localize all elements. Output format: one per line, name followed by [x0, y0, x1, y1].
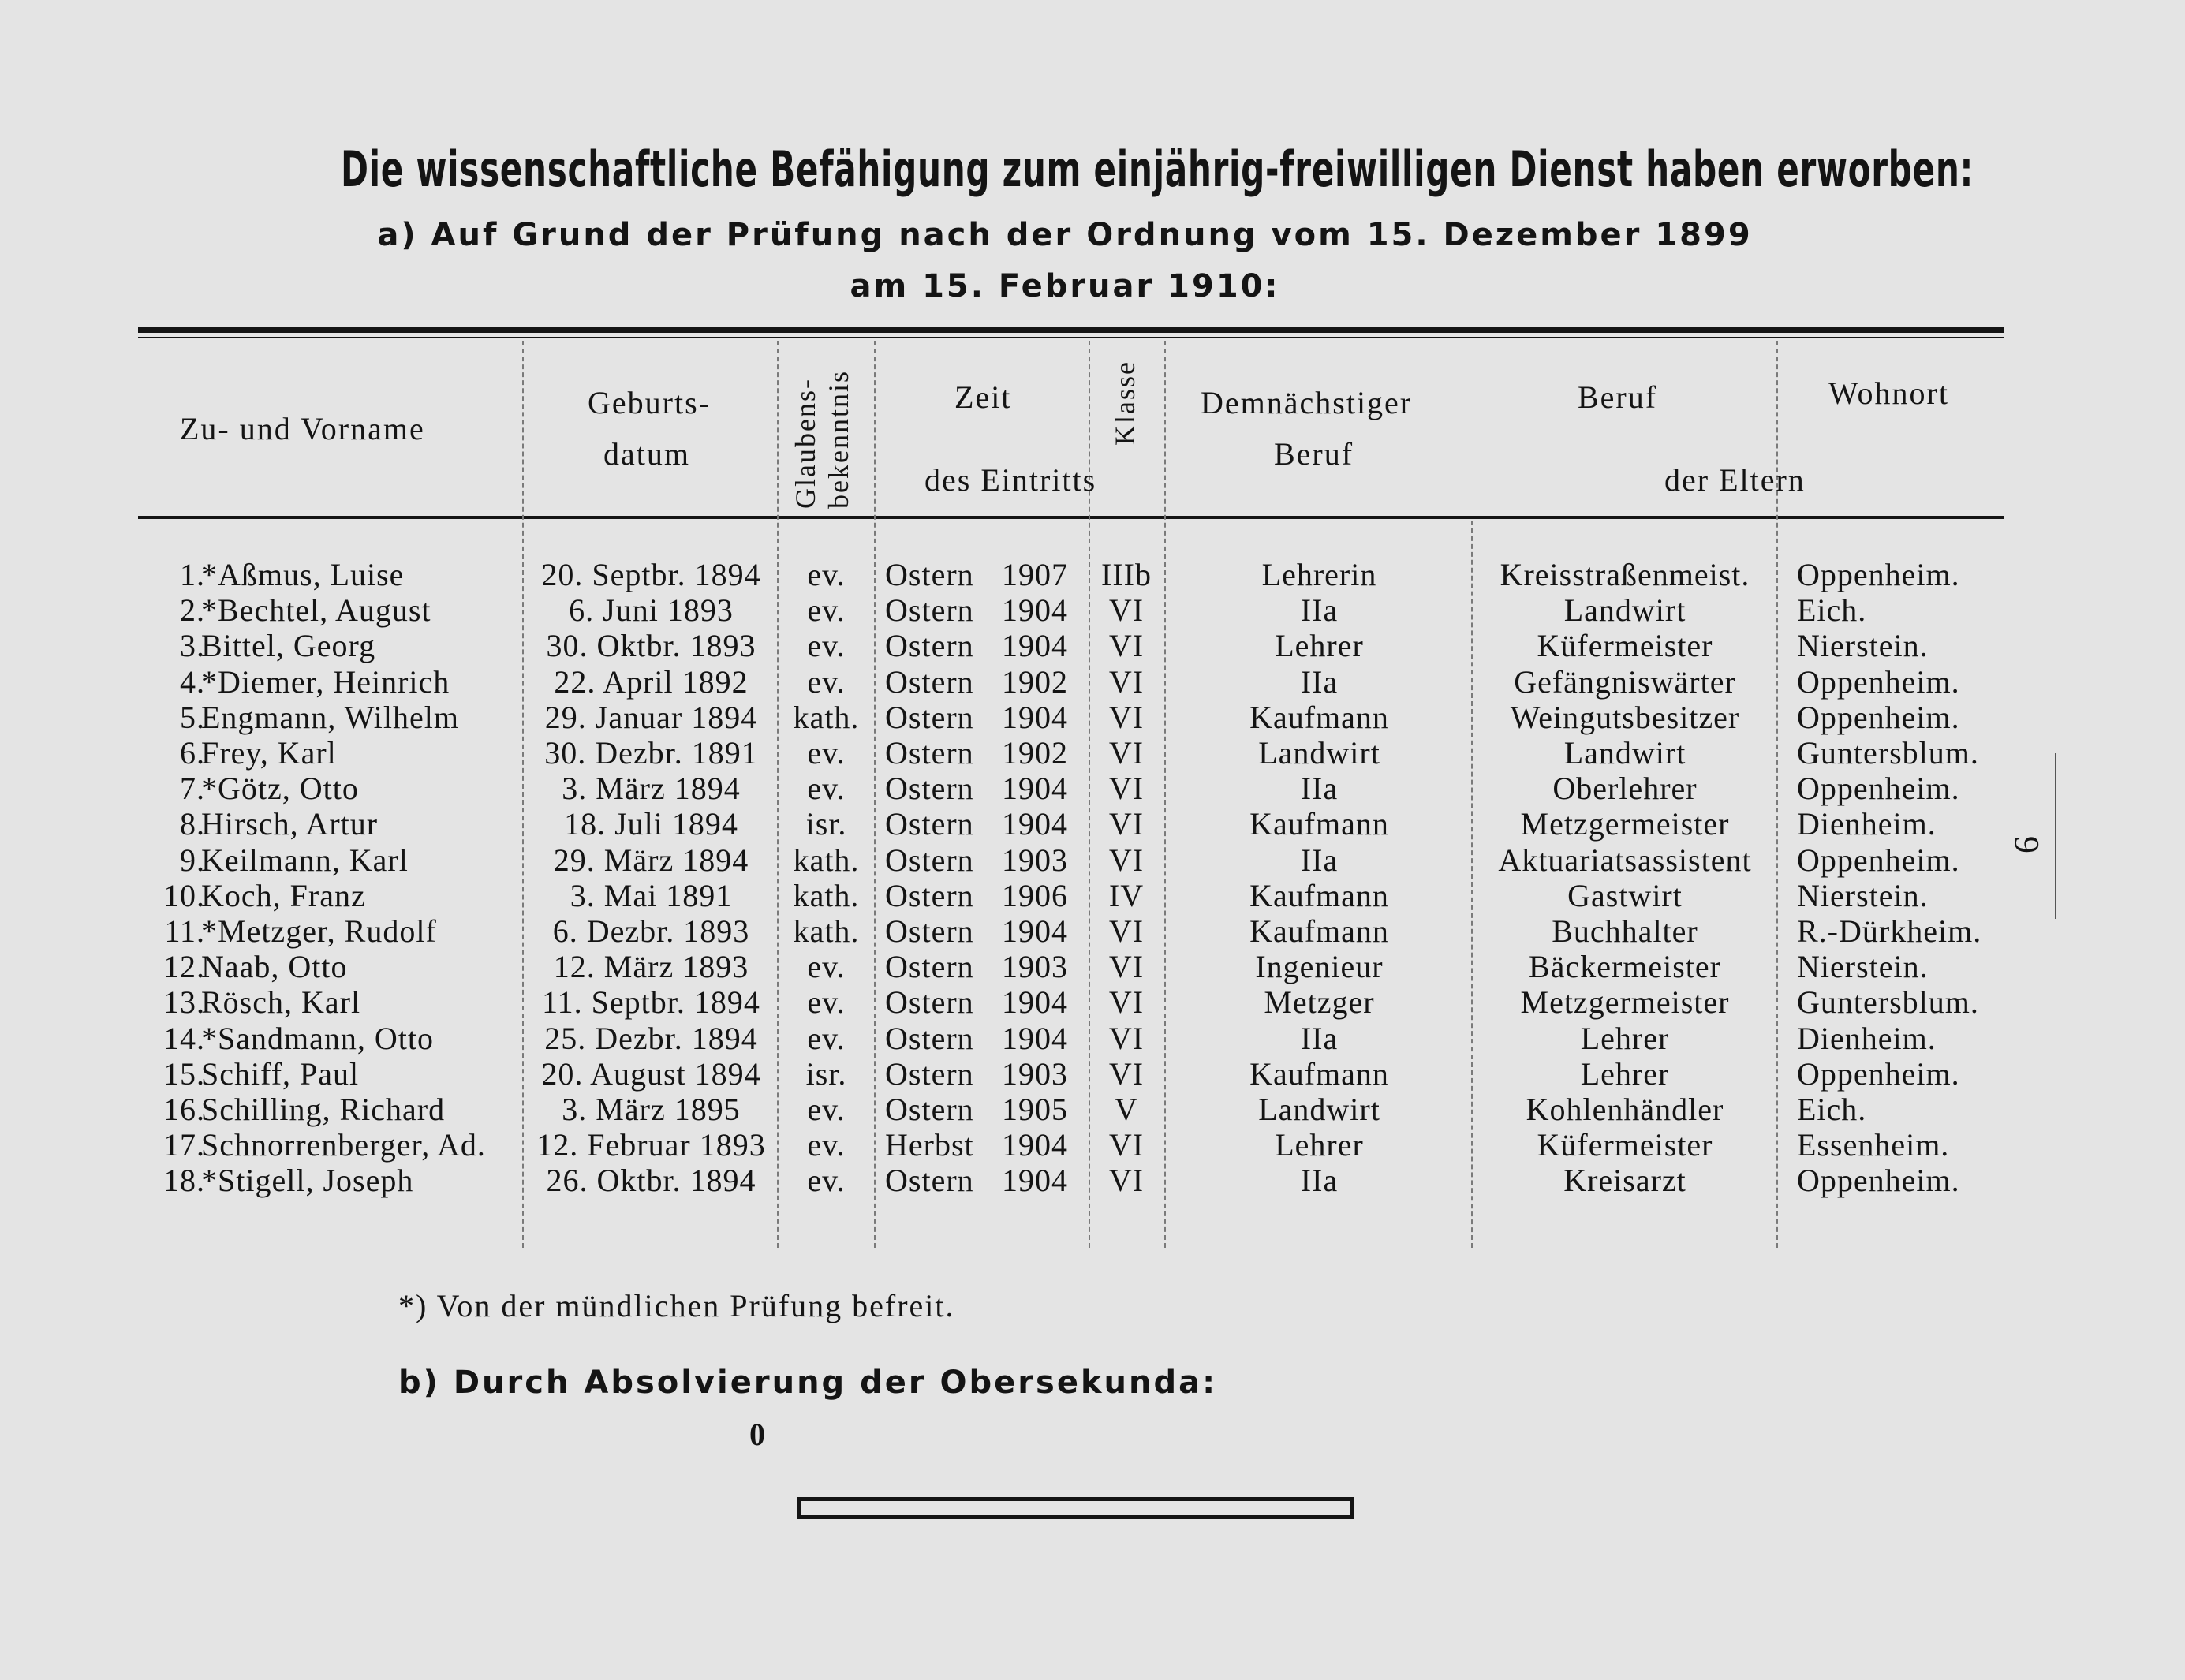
cell-residence: Oppenheim. [1797, 557, 1960, 592]
cell-entry-year: 1904 [1002, 1163, 1068, 1199]
cell-religion: isr. [805, 1055, 847, 1092]
cell-future: Lehrer [1275, 628, 1364, 664]
cell-entry-year: 1904 [1002, 806, 1068, 842]
page-number: 9 [2008, 836, 2046, 853]
cell-entry-year: 1903 [1002, 1055, 1068, 1092]
cell-no: 17. [163, 1127, 205, 1163]
cell-birth: 20. August 1894 [541, 1055, 761, 1092]
table-top-rule [138, 327, 2004, 333]
end-bar [797, 1497, 1354, 1519]
cell-residence: Oppenheim. [1797, 771, 1960, 807]
col-divider [874, 341, 876, 1248]
cell-parent-job: Landwirt [1563, 735, 1686, 771]
cell-entry-term: Ostern [885, 877, 974, 913]
cell-birth: 3. März 1895 [562, 1092, 741, 1127]
cell-entry-year: 1906 [1002, 877, 1068, 913]
cell-future: IIa [1300, 1020, 1339, 1056]
header-future-2: Beruf [1274, 436, 1354, 472]
cell-entry-term: Ostern [885, 1163, 974, 1199]
cell-birth: 3. Mai 1891 [570, 877, 733, 913]
cell-name: *Bechtel, August [201, 592, 431, 629]
cell-parent-job: Aktuariatsassistent [1498, 842, 1752, 878]
header-name: Zu- und Vorname [180, 411, 425, 446]
cell-residence: Oppenheim. [1797, 842, 1960, 878]
cell-residence: Nierstein. [1797, 949, 1929, 985]
cell-parent-job: Metzgermeister [1520, 984, 1730, 1021]
cell-religion: kath. [793, 699, 860, 735]
cell-entry-term: Ostern [885, 699, 974, 735]
cell-parent-job: Oberlehrer [1552, 771, 1698, 807]
cell-name: Koch, Franz [201, 877, 366, 913]
cell-class: VI [1108, 1163, 1145, 1199]
cell-no: 3. [180, 628, 205, 664]
cell-name: Rösch, Karl [201, 984, 361, 1021]
cell-class: VI [1108, 913, 1145, 949]
cell-entry-term: Ostern [885, 913, 974, 949]
cell-name: Schnorrenberger, Ad. [201, 1127, 486, 1163]
cell-future: IIa [1300, 592, 1339, 629]
cell-name: Frey, Karl [201, 735, 337, 771]
cell-religion: ev. [807, 1092, 846, 1127]
cell-entry-term: Ostern [885, 1092, 974, 1127]
cell-class: VI [1108, 699, 1145, 735]
cell-religion: ev. [807, 628, 846, 664]
cell-name: *Aßmus, Luise [201, 557, 405, 592]
cell-future: Kaufmann [1249, 699, 1389, 735]
cell-entry-year: 1905 [1002, 1092, 1068, 1127]
cell-religion: kath. [793, 877, 860, 913]
cell-birth: 20. Septbr. 1894 [541, 557, 761, 592]
cell-class: VI [1108, 1127, 1145, 1163]
cell-parent-job: Kohlenhändler [1526, 1092, 1724, 1127]
cell-parent-job: Weingutsbesitzer [1510, 699, 1740, 735]
cell-residence: Oppenheim. [1797, 663, 1960, 700]
cell-class: V [1115, 1092, 1138, 1127]
cell-religion: ev. [807, 592, 846, 629]
cell-birth: 11. Septbr. 1894 [542, 984, 760, 1021]
cell-parent-job: Lehrer [1580, 1020, 1670, 1056]
cell-entry-year: 1904 [1002, 592, 1068, 629]
section-a-heading: a) Auf Grund der Prüfung nach der Ordnung vom 15. Dezember 1899 [377, 217, 1753, 253]
table-top-rule-thin [138, 337, 2004, 338]
cell-entry-term: Ostern [885, 628, 974, 664]
cell-no: 5. [180, 699, 205, 735]
cell-future: Kaufmann [1249, 806, 1389, 842]
cell-entry-term: Ostern [885, 984, 974, 1021]
cell-birth: 12. Februar 1893 [536, 1127, 766, 1163]
cell-no: 14. [163, 1020, 205, 1056]
cell-class: VI [1108, 806, 1145, 842]
cell-no: 18. [163, 1163, 205, 1199]
cell-future: IIa [1300, 842, 1339, 878]
cell-future: IIa [1300, 1163, 1339, 1199]
col-divider [1164, 341, 1166, 1248]
cell-future: Metzger [1264, 984, 1375, 1021]
header-future-1: Demnächstiger [1201, 385, 1413, 420]
cell-class: VI [1108, 984, 1145, 1021]
cell-entry-year: 1904 [1002, 913, 1068, 949]
cell-class: VI [1108, 1020, 1145, 1056]
cell-entry-year: 1907 [1002, 557, 1068, 592]
cell-entry-term: Ostern [885, 1055, 974, 1092]
cell-residence: Nierstein. [1797, 877, 1929, 913]
cell-entry-term: Ostern [885, 806, 974, 842]
cell-name: *Diemer, Heinrich [201, 663, 450, 700]
cell-birth: 25. Dezbr. 1894 [544, 1020, 758, 1056]
cell-birth: 29. Januar 1894 [544, 699, 758, 735]
cell-parent-job: Bäckermeister [1529, 949, 1721, 985]
cell-religion: isr. [805, 806, 847, 842]
cell-class: VI [1108, 949, 1145, 985]
cell-parent-job: Metzgermeister [1520, 806, 1730, 842]
cell-residence: Oppenheim. [1797, 699, 1960, 735]
cell-name: *Götz, Otto [201, 771, 359, 807]
cell-residence: Guntersblum. [1797, 735, 1979, 771]
cell-name: *Sandmann, Otto [201, 1020, 434, 1056]
cell-residence: Dienheim. [1797, 1020, 1937, 1056]
cell-name: *Stigell, Joseph [201, 1163, 414, 1199]
cell-no: 13. [163, 984, 205, 1021]
cell-residence: Guntersblum. [1797, 984, 1979, 1021]
cell-entry-year: 1903 [1002, 949, 1068, 985]
cell-future: Lehrer [1275, 1127, 1364, 1163]
cell-parent-job: Küfermeister [1537, 628, 1713, 664]
cell-entry-term: Ostern [885, 592, 974, 629]
cell-residence: Eich. [1797, 592, 1867, 629]
cell-parent-job: Kreisstraßenmeist. [1500, 557, 1750, 592]
cell-residence: Dienheim. [1797, 806, 1937, 842]
cell-future: Lehrerin [1261, 557, 1377, 592]
cell-class: VI [1108, 1055, 1145, 1092]
cell-no: 2. [180, 592, 205, 629]
cell-name: Keilmann, Karl [201, 842, 409, 878]
cell-class: VI [1108, 628, 1145, 664]
cell-future: Kaufmann [1249, 877, 1389, 913]
cell-name: Schilling, Richard [201, 1092, 446, 1127]
cell-future: Landwirt [1258, 735, 1380, 771]
cell-religion: ev. [807, 1020, 846, 1056]
col-divider [777, 341, 779, 1248]
header-time: Zeit [954, 379, 1012, 415]
header-religion-1: Glaubens- [790, 378, 821, 509]
cell-entry-year: 1904 [1002, 628, 1068, 664]
cell-parent-job: Lehrer [1580, 1055, 1670, 1092]
cell-birth: 12. März 1893 [553, 949, 749, 985]
cell-future: IIa [1300, 771, 1339, 807]
cell-religion: kath. [793, 913, 860, 949]
cell-religion: ev. [807, 663, 846, 700]
cell-no: 12. [163, 949, 205, 985]
cell-birth: 18. Juli 1894 [564, 806, 738, 842]
cell-no: 7. [180, 771, 205, 807]
footnote: *) Von der mündlichen Prüfung befreit. [398, 1288, 955, 1323]
cell-name: Schiff, Paul [201, 1055, 360, 1092]
cell-religion: ev. [807, 557, 846, 592]
cell-no: 15. [163, 1055, 205, 1092]
header-class: Klasse [1109, 360, 1141, 446]
cell-birth: 3. März 1894 [562, 771, 741, 807]
header-birth-2: datum [603, 436, 690, 472]
cell-religion: kath. [793, 842, 860, 878]
section-b-count: 0 [749, 1417, 767, 1452]
cell-parent-job: Küfermeister [1537, 1127, 1713, 1163]
header-religion-2: bekenntnis [823, 370, 854, 509]
cell-parent-job: Gefängniswärter [1514, 663, 1736, 700]
cell-future: IIa [1300, 663, 1339, 700]
cell-birth: 30. Oktbr. 1893 [546, 628, 756, 664]
cell-residence: R.-Dürkheim. [1797, 913, 1982, 949]
cell-class: VI [1108, 592, 1145, 629]
cell-birth: 29. März 1894 [553, 842, 749, 878]
cell-birth: 26. Oktbr. 1894 [546, 1163, 756, 1199]
cell-birth: 22. April 1892 [554, 663, 749, 700]
cell-entry-term: Ostern [885, 949, 974, 985]
cell-entry-year: 1904 [1002, 771, 1068, 807]
header-parent-job: Beruf [1578, 379, 1658, 415]
margin-line [2055, 753, 2056, 919]
cell-residence: Oppenheim. [1797, 1163, 1960, 1199]
cell-religion: ev. [807, 1163, 846, 1199]
cell-future: Ingenieur [1255, 949, 1384, 985]
cell-no: 16. [163, 1092, 205, 1127]
cell-entry-year: 1903 [1002, 842, 1068, 878]
cell-residence: Nierstein. [1797, 628, 1929, 664]
cell-entry-term: Ostern [885, 1020, 974, 1056]
cell-entry-year: 1902 [1002, 735, 1068, 771]
header-residence: Wohnort [1828, 375, 1949, 411]
cell-name: *Metzger, Rudolf [201, 913, 437, 949]
cell-birth: 6. Juni 1893 [569, 592, 734, 629]
cell-entry-term: Ostern [885, 842, 974, 878]
cell-name: Bittel, Georg [201, 628, 376, 664]
header-parents: der Eltern [1664, 462, 1806, 498]
cell-parent-job: Landwirt [1563, 592, 1686, 629]
cell-no: 8. [180, 806, 205, 842]
cell-residence: Essenheim. [1797, 1127, 1950, 1163]
cell-entry-term: Ostern [885, 557, 974, 592]
cell-entry-term: Ostern [885, 735, 974, 771]
cell-class: IV [1108, 877, 1145, 913]
cell-class: IIIb [1101, 557, 1152, 592]
cell-class: VI [1108, 663, 1145, 700]
cell-parent-job: Kreisarzt [1563, 1163, 1686, 1199]
cell-religion: ev. [807, 1127, 846, 1163]
cell-class: VI [1108, 735, 1145, 771]
cell-parent-job: Gastwirt [1567, 877, 1683, 913]
page-title: Die wissenschaftliche Befähigung zum einjährig-freiwilligen Dienst haben erworben: [341, 140, 1974, 198]
cell-entry-term: Ostern [885, 771, 974, 807]
header-birth-1: Geburts- [588, 385, 711, 420]
section-b-heading: b) Durch Absolvierung der Obersekunda: [398, 1365, 1218, 1401]
cell-entry-year: 1904 [1002, 1127, 1068, 1163]
cell-class: VI [1108, 771, 1145, 807]
col-divider [1471, 521, 1473, 1248]
cell-name: Hirsch, Artur [201, 806, 379, 842]
cell-residence: Eich. [1797, 1092, 1867, 1127]
cell-religion: ev. [807, 771, 846, 807]
cell-class: VI [1108, 842, 1145, 878]
cell-religion: ev. [807, 984, 846, 1021]
cell-entry-year: 1902 [1002, 663, 1068, 700]
cell-residence: Oppenheim. [1797, 1055, 1960, 1092]
cell-entry-term: Herbst [885, 1127, 974, 1163]
cell-name: Naab, Otto [201, 949, 348, 985]
header-bottom-rule [138, 516, 2004, 519]
cell-no: 1. [180, 557, 205, 592]
cell-birth: 6. Dezbr. 1893 [552, 913, 750, 949]
cell-entry-term: Ostern [885, 663, 974, 700]
cell-entry-year: 1904 [1002, 984, 1068, 1021]
cell-no: 9. [180, 842, 205, 878]
cell-religion: ev. [807, 735, 846, 771]
cell-religion: ev. [807, 949, 846, 985]
cell-future: Kaufmann [1249, 1055, 1389, 1092]
cell-no: 6. [180, 735, 205, 771]
cell-future: Kaufmann [1249, 913, 1389, 949]
cell-no: 10. [163, 877, 205, 913]
cell-birth: 30. Dezbr. 1891 [544, 735, 758, 771]
cell-entry-year: 1904 [1002, 699, 1068, 735]
header-entry: des Eintritts [924, 462, 1097, 498]
cell-no: 4. [180, 663, 205, 700]
cell-parent-job: Buchhalter [1552, 913, 1698, 949]
cell-no: 11. [164, 913, 205, 949]
cell-future: Landwirt [1258, 1092, 1380, 1127]
cell-name: Engmann, Wilhelm [201, 699, 459, 735]
section-a-date: am 15. Februar 1910: [850, 268, 1280, 304]
cell-entry-year: 1904 [1002, 1020, 1068, 1056]
